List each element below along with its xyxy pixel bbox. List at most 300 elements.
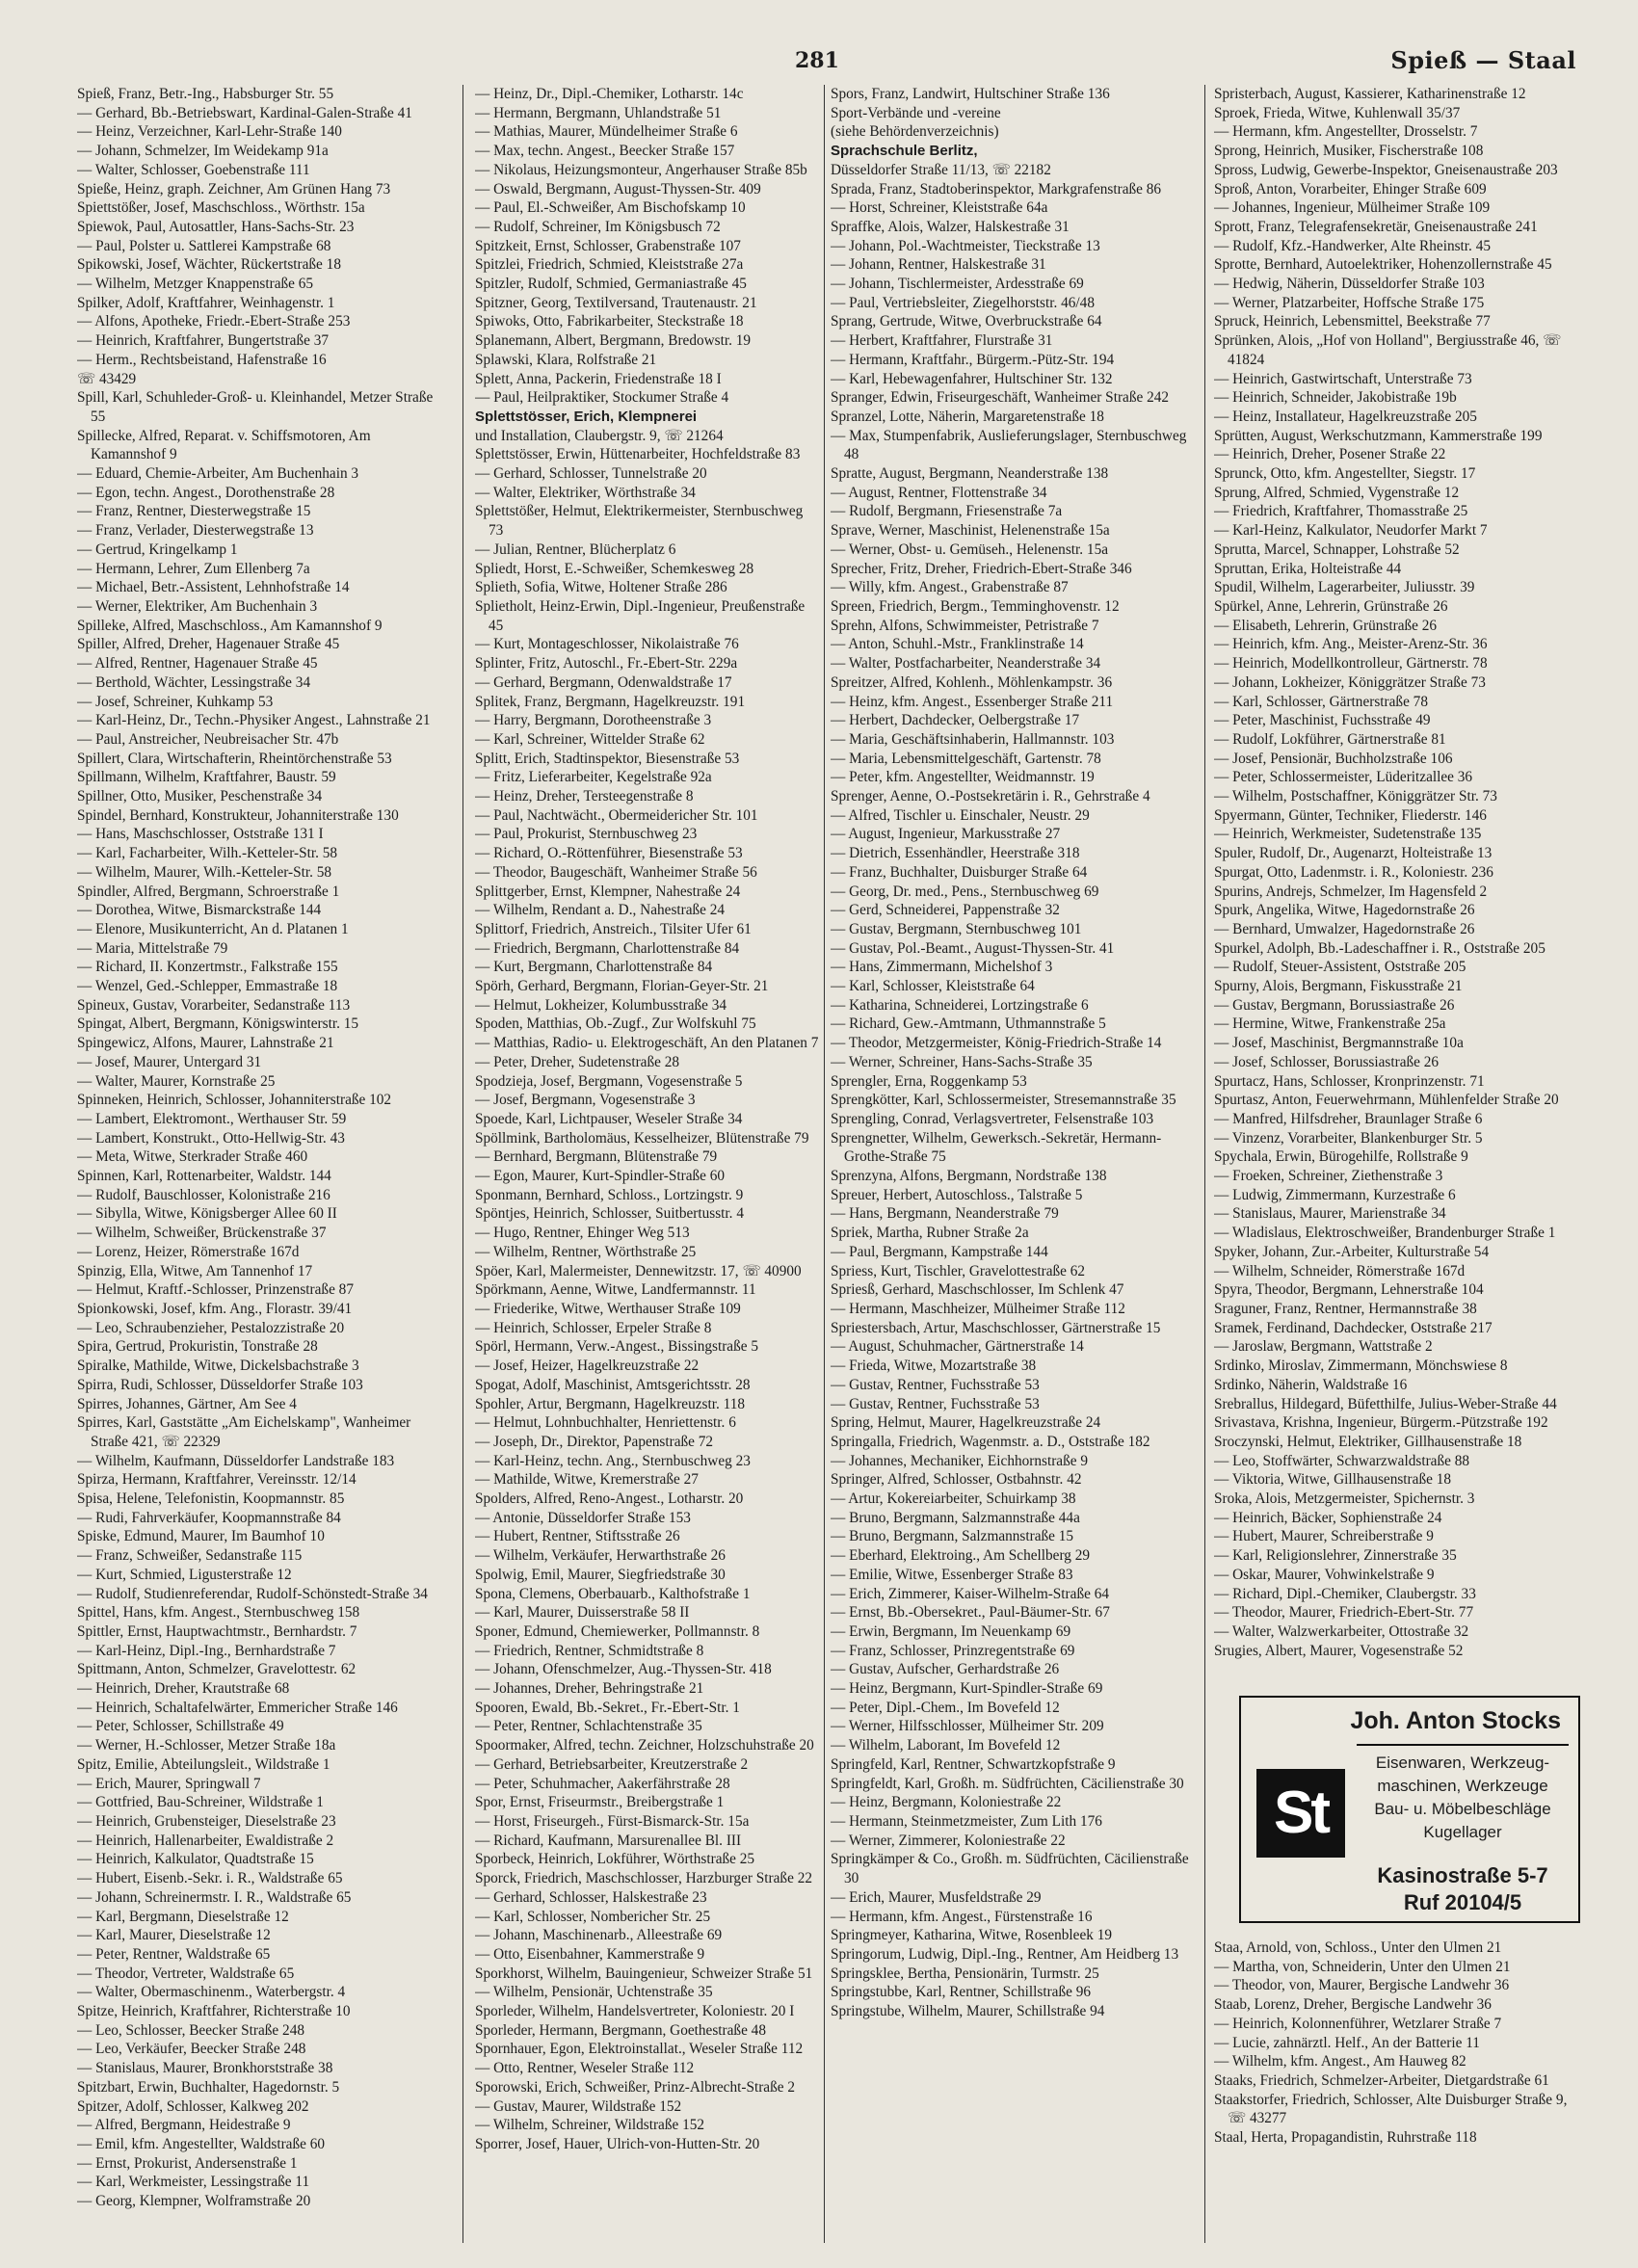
directory-entry: Spittler, Ernst, Hauptwachtmstr., Bernhardstr. 7 (77, 1622, 357, 1640)
directory-entry: Springstube, Wilhelm, Maurer, Schillstraße 94 (831, 2003, 1105, 2020)
directory-entry: — Rudolf, Bauschlosser, Kolonistraße 216 (77, 1186, 330, 1203)
directory-entry: Splieth, Sofia, Witwe, Holtener Straße 286 (475, 579, 727, 596)
directory-entry: Sport-Verbände und -vereine (831, 104, 1001, 121)
directory-entry: — Heinrich, Grubensteiger, Dieselstraße 23 (77, 1812, 336, 1830)
directory-entry: Sprang, Gertrude, Witwe, Overbruckstraße 64 (831, 313, 1102, 330)
directory-entry: Staakstorfer, Friedrich, Schlosser, Alte Duisburger Straße 9, ☏ 43277 (1214, 2091, 1568, 2127)
directory-entry: Spillecke, Alfred, Reparat. v. Schiffsmotoren, Am Kamannshof 9 (77, 427, 371, 463)
directory-entry: Spiller, Alfred, Dreher, Hagenauer Straße 45 (77, 636, 340, 653)
directory-entry: — Nikolaus, Heizungsmonteur, Angerhauser Straße 85b (475, 161, 807, 178)
directory-entry: Sponmann, Bernhard, Schloss., Lortzingstr. 9 (475, 1186, 744, 1203)
directory-entry: — Kurt, Schmied, Ligusterstraße 12 (77, 1566, 292, 1583)
directory-entry: Sporck, Friedrich, Maschschlosser, Harzburger Straße 22 (475, 1870, 812, 1887)
directory-entry: — Rudolf, Schreiner, Im Königsbusch 72 (475, 218, 721, 235)
directory-entry: — Karl, Schlosser, Nombericher Str. 25 (475, 1908, 711, 1925)
directory-entry: — Heinrich, Dreher, Krautstraße 68 (77, 1680, 290, 1698)
directory-entry: Spohler, Artur, Bergmann, Hagelkreuzstr. 118 (475, 1395, 746, 1412)
directory-entry: Spitzkeit, Ernst, Schlosser, Grabenstraße 107 (475, 237, 741, 254)
directory-entry: — Heinrich, Dreher, Posener Straße 22 (1214, 446, 1446, 463)
directory-entry: — Otto, Rentner, Weseler Straße 112 (475, 2060, 695, 2077)
directory-entry: Spurk, Angelika, Witwe, Hagedornstraße 26 (1214, 902, 1475, 919)
directory-entry: — Peter, Schlosser, Schillstraße 49 (77, 1718, 284, 1735)
directory-entry: — Franz, Verlader, Diesterwegstraße 13 (77, 522, 314, 540)
directory-entry: — Dorothea, Witwe, Bismarckstraße 144 (77, 902, 322, 919)
directory-entry: — Johann, Rentner, Halskestraße 31 (831, 256, 1046, 274)
directory-entry: — Gustav, Bergmann, Sternbuschweg 101 (831, 920, 1082, 937)
directory-entry: Sprotte, Bernhard, Autoelektriker, Hohenzollernstraße 45 (1214, 256, 1552, 274)
directory-entry: Staal, Herta, Propagandistin, Ruhrstraße 118 (1214, 2129, 1477, 2147)
directory-entry: Spranger, Edwin, Friseurgeschäft, Wanheimer Straße 242 (831, 389, 1170, 407)
directory-entry: Sporleder, Hermann, Bergmann, Goethestraße 48 (475, 2021, 766, 2039)
directory-entry: — Jaroslaw, Bergmann, Wattstraße 2 (1214, 1338, 1433, 1356)
directory-entry: — Gerhard, Bergmann, Odenwaldstraße 17 (475, 673, 732, 691)
directory-entry: — Otto, Eisenbahner, Kammerstraße 9 (475, 1945, 705, 1963)
directory-entry: — Karl-Heinz, Kalkulator, Neudorfer Markt 7 (1214, 522, 1488, 540)
directory-entry: Spitzer, Adolf, Schlosser, Kalkweg 202 (77, 2097, 309, 2115)
directory-entry: Splittorf, Friedrich, Anstreich., Tilsiter Ufer 61 (475, 920, 752, 937)
directory-entry: — Erich, Maurer, Musfeldstraße 29 (831, 1888, 1042, 1906)
directory-entry: — Friedrich, Rentner, Schmidtstraße 8 (475, 1642, 704, 1659)
directory-entry: — Heinz, Dr., Dipl.-Chemiker, Lotharstr. 14c (475, 86, 744, 102)
directory-entry: Spindler, Alfred, Bergmann, Schroerstraße 1 (77, 883, 340, 900)
directory-entry: — Johann, Schmelzer, Im Weidekamp 91a (77, 143, 329, 160)
directory-entry: — Fritz, Lieferarbeiter, Kegelstraße 92a (475, 769, 712, 786)
directory-entry: — Eberhard, Elektroing., Am Schellberg 29 (831, 1547, 1091, 1565)
directory-entry: Springmeyer, Katharina, Witwe, Rosenbleek 19 (831, 1927, 1113, 1944)
directory-entry: — Hermann, Lehrer, Zum Ellenberg 7a (77, 560, 310, 577)
directory-entry: Spirza, Hermann, Kraftfahrer, Vereinsstr. 12/14 (77, 1471, 357, 1489)
directory-entry: — Franz, Schlosser, Prinzregentstraße 69 (831, 1642, 1075, 1659)
directory-entry: — Wilhelm, Postschaffner, Königgrätzer Str. 73 (1214, 788, 1497, 805)
directory-entry: Splettstößer, Helmut, Elektrikermeister, Sternbuschweg 73 (475, 503, 804, 540)
directory-entry: Srdinko, Miroslav, Zimmermann, Mönchswiese 8 (1214, 1358, 1508, 1375)
directory-entry: — Elenore, Musikunterricht, An d. Platanen 1 (77, 920, 349, 937)
directory-entry: — Lambert, Elektromont., Werthauser Str. 59 (77, 1110, 347, 1127)
directory-column-3 (831, 85, 1197, 2243)
directory-entry: — Hermann, Maschheizer, Mülheimer Straße 112 (831, 1301, 1125, 1317)
directory-entry: — Leo, Schlosser, Beecker Straße 248 (77, 2021, 304, 2039)
directory-entry: Spill, Karl, Schuhleder-Groß- u. Kleinhandel, Metzer Straße 55 (77, 389, 434, 425)
directory-entry: Sprütten, August, Werkschutzmann, Kammerstraße 199 (1214, 427, 1543, 444)
directory-entry: — Karl, Facharbeiter, Wilh.-Ketteler-Str. 58 (77, 845, 338, 862)
directory-entry: — Wladislaus, Elektroschweißer, Brandenburger Straße 1 (1214, 1225, 1556, 1242)
directory-entry: — Maria, Lebensmittelgeschäft, Gartenstr. 78 (831, 750, 1101, 767)
directory-entry: — Walter, Maurer, Kornstraße 25 (77, 1072, 276, 1090)
directory-entry: — Stanislaus, Maurer, Marienstraße 34 (1214, 1205, 1446, 1223)
directory-entry: — Heinrich, Schlosser, Erpeler Straße 8 (475, 1319, 712, 1336)
directory-entry: Sroka, Alois, Metzgermeister, Spichernstr. 3 (1214, 1490, 1475, 1508)
directory-entry: Spolders, Alfred, Reno-Angest., Lotharstr. 20 (475, 1490, 744, 1508)
directory-entry: Sporbeck, Heinrich, Lokführer, Wörthstraße 25 (475, 1851, 755, 1868)
directory-entry: — Viktoria, Witwe, Gillhausenstraße 18 (1214, 1471, 1452, 1489)
ad-company-name: Joh. Anton Stocks (1350, 1707, 1561, 1734)
directory-entry: — Franz, Rentner, Diesterwegstraße 15 (77, 503, 311, 520)
directory-entry: — Wilhelm, Schneider, Römerstraße 167d (1214, 1262, 1466, 1279)
directory-entry: Sproß, Anton, Vorarbeiter, Ehinger Straße 609 (1214, 180, 1487, 198)
directory-entry: — Peter, Rentner, Schlachtenstraße 35 (475, 1718, 702, 1735)
directory-entry: Spurkel, Adolph, Bb.-Ladeschaffner i. R., Oststraße 205 (1214, 939, 1546, 957)
directory-entry: Srdinko, Näherin, Waldstraße 16 (1214, 1376, 1408, 1393)
ad-line: Kugellager (1423, 1823, 1502, 1841)
directory-entry: — Rudi, Fahrverkäufer, Koopmannstraße 84 (77, 1509, 341, 1526)
directory-entry: — Horst, Schreiner, Kleiststraße 64a (831, 199, 1048, 217)
directory-entry: — Hubert, Rentner, Stiftsstraße 26 (475, 1528, 680, 1545)
directory-entry: Sprong, Heinrich, Musiker, Fischerstraße 108 (1214, 143, 1484, 160)
directory-entry: — Karl, Schreiner, Wittelder Straße 62 (475, 730, 705, 748)
directory-entry: — Johann, Schreinermstr. I. R., Waldstraße 65 (77, 1888, 352, 1906)
directory-entry: Staaks, Friedrich, Schmelzer-Arbeiter, Dietgardstraße 61 (1214, 2071, 1549, 2089)
directory-entry: — Gerhard, Schlosser, Halskestraße 23 (475, 1888, 707, 1906)
directory-entry: — Karl, Maurer, Dieselstraße 12 (77, 1927, 271, 1944)
ad-logo: St (1256, 1769, 1345, 1858)
directory-entry: — Rudolf, Lokführer, Gärtnerstraße 81 (1214, 730, 1446, 748)
directory-entry: — Peter, Maschinist, Fuchsstraße 49 (1214, 712, 1431, 729)
directory-entry: Sprengkötter, Karl, Schlossermeister, Stresemannstraße 35 (831, 1092, 1176, 1109)
directory-entry: — Franz, Buchhalter, Duisburger Straße 64 (831, 863, 1088, 881)
directory-entry: — Hermann, Kraftfahr., Bürgerm.-Pütz-Str. 194 (831, 351, 1115, 368)
directory-entry: — Joseph, Dr., Direktor, Papenstraße 72 (475, 1433, 714, 1450)
directory-entry: — Ludwig, Zimmermann, Kurzestraße 6 (1214, 1186, 1456, 1203)
directory-entry: Spira, Gertrud, Prokuristin, Tonstraße 28 (77, 1338, 318, 1356)
directory-entry: Spychala, Erwin, Bürogehilfe, Rollstraße 9 (1214, 1148, 1468, 1166)
directory-entry: — Johannes, Dreher, Behringstraße 21 (475, 1680, 704, 1698)
column-divider (824, 85, 825, 2243)
directory-entry: — Paul, Bergmann, Kampstraße 144 (831, 1243, 1048, 1260)
directory-entry: — Frieda, Witwe, Mozartstraße 38 (831, 1358, 1037, 1375)
directory-entry: — Peter, kfm. Angestellter, Weidmannstr. 19 (831, 769, 1095, 786)
directory-entry: — Georg, Dr. med., Pens., Sternbuschweg 69 (831, 883, 1099, 900)
directory-entry: — Hermann, Steinmetzmeister, Zum Lith 176 (831, 1812, 1102, 1830)
directory-entry: — Leo, Schraubenzieher, Pestalozzistraße 20 (77, 1319, 345, 1336)
directory-entry: — Hermann, kfm. Angestellter, Drosselstr. 7 (1214, 123, 1478, 141)
directory-entry: — Gustav, Pol.-Beamt., August-Thyssen-Str. 41 (831, 939, 1115, 957)
directory-entry: — Richard, Gew.-Amtmann, Uthmannstraße 5 (831, 1015, 1106, 1033)
directory-entry: — Herbert, Dachdecker, Oelbergstraße 17 (831, 712, 1080, 729)
directory-entry: — Paul, Prokurist, Sternbuschweg 23 (475, 826, 698, 843)
directory-entry: — Johannes, Ingenieur, Mülheimer Straße 109 (1214, 199, 1491, 217)
directory-entry: — Hubert, Eisenb.-Sekr. i. R., Waldstraße 65 (77, 1870, 343, 1887)
directory-entry: Spuler, Rudolf, Dr., Augenarzt, Holteistraße 13 (1214, 845, 1493, 862)
ad-line: maschinen, Werkzeuge (1377, 1777, 1548, 1795)
directory-entry: — Wilhelm, Rentner, Wörthstraße 25 (475, 1243, 697, 1260)
directory-entry: — Rudolf, Steuer-Assistent, Oststraße 205 (1214, 959, 1466, 976)
directory-entry: — Heinz, kfm. Angest., Essenberger Straße 211 (831, 693, 1114, 710)
directory-entry: — Heinrich, kfm. Ang., Meister-Arenz-Str. 36 (1214, 636, 1488, 653)
directory-entry: Spyra, Theodor, Bergmann, Lehnerstraße 104 (1214, 1281, 1484, 1299)
directory-entry: — Wenzel, Ged.-Schlepper, Emmastraße 18 (77, 978, 338, 995)
directory-entry: Spross, Ludwig, Gewerbe-Inspektor, Gneisenaustraße 203 (1214, 161, 1558, 178)
directory-entry: Spoede, Karl, Lichtpauser, Weseler Straße 34 (475, 1110, 743, 1127)
directory-entry: — Johannes, Mechaniker, Eichhornstraße 9 (831, 1452, 1089, 1469)
directory-entry: — Wilhelm, Maurer, Wilh.-Ketteler-Str. 58 (77, 863, 332, 881)
directory-entry: — Paul, Polster u. Sattlerei Kampstraße 68 (77, 237, 331, 254)
directory-entry: — Hans, Maschschlosser, Oststraße 131 I (77, 826, 324, 843)
directory-entry: Spitzner, Georg, Textilversand, Trautenaustr. 21 (475, 294, 757, 311)
directory-entry: — August, Ingenieur, Markusstraße 27 (831, 826, 1061, 843)
directory-entry: Sprunck, Otto, kfm. Angestellter, Siegstr. 17 (1214, 465, 1476, 483)
directory-entry: Sprengnetter, Wilhelm, Gewerksch.-Sekretär, Hermann-Grothe-Straße 75 (831, 1129, 1162, 1166)
directory-entry: — Gottfried, Bau-Schreiner, Wildstraße 1 (77, 1794, 324, 1811)
directory-entry: Spornhauer, Egon, Elektroinstallat., Weseler Straße 112 (475, 2041, 804, 2058)
directory-entry: (siehe Behördenverzeichnis) (831, 123, 999, 141)
directory-entry: Splittgerber, Ernst, Klempner, Nahestraße 24 (475, 883, 741, 900)
ad-street: Kasinostraße 5-7 (1377, 1863, 1548, 1887)
directory-entry: Spruck, Heinrich, Lebensmittel, Beekstraße 77 (1214, 313, 1491, 330)
directory-entry: — Werner, Elektriker, Am Buchenhain 3 (77, 597, 318, 615)
directory-entry: — Oskar, Maurer, Vohwinkelstraße 9 (1214, 1566, 1435, 1583)
directory-entry: — Lambert, Konstrukt., Otto-Hellwig-Str. 43 (77, 1129, 345, 1147)
directory-column-4 (1214, 85, 1580, 1684)
directory-entry: — Heinz, Bergmann, Kurt-Spindler-Straße 69 (831, 1680, 1103, 1698)
directory-entry: — Paul, Nachtwächt., Obermeidericher Str. 101 (475, 806, 758, 824)
directory-entry: — Elisabeth, Lehrerin, Grünstraße 26 (1214, 617, 1438, 634)
directory-entry: — Martha, von, Schneiderin, Unter den Ulmen 21 (1214, 1958, 1511, 1975)
directory-entry: — Heinrich, Modellkontrolleur, Gärtnerstr. 78 (1214, 655, 1488, 672)
directory-entry: — Hans, Zimmermann, Michelshof 3 (831, 959, 1053, 976)
directory-entry: Spingat, Albert, Bergmann, Königswinterstr. 15 (77, 1015, 359, 1033)
directory-entry: — Emilie, Witwe, Essenberger Straße 83 (831, 1566, 1073, 1583)
directory-entry: Sprave, Werner, Maschinist, Helenenstraße 15a (831, 522, 1110, 540)
directory-entry: Spodzieja, Josef, Bergmann, Vogesenstraße 5 (475, 1072, 743, 1090)
directory-entry: — Wilhelm, Schweißer, Brückenstraße 37 (77, 1225, 327, 1242)
directory-entry: — Johann, Ofenschmelzer, Aug.-Thyssen-Str. 418 (475, 1661, 772, 1678)
directory-entry: Spona, Clemens, Oberbauarb., Kalthofstraße 1 (475, 1585, 751, 1602)
directory-entry: Sponer, Edmund, Chemiewerker, Pollmannstr. 8 (475, 1622, 760, 1640)
directory-entry: — Bruno, Bergmann, Salzmannstraße 44a (831, 1509, 1080, 1526)
directory-entry: Sramek, Ferdinand, Dachdecker, Oststraße 217 (1214, 1319, 1493, 1336)
directory-entry: — Froeken, Schreiner, Ziethenstraße 3 (1214, 1168, 1443, 1185)
directory-entry: — Theodor, Baugeschäft, Wanheimer Straße 56 (475, 863, 757, 881)
directory-entry: Springfeld, Karl, Rentner, Schwartzkopfstraße 9 (831, 1755, 1116, 1773)
directory-entry: Spinneken, Heinrich, Schlosser, Johanniterstraße 102 (77, 1092, 392, 1109)
directory-entry: — Gustav, Maurer, Wildstraße 152 (475, 2097, 682, 2115)
directory-entry: — Richard, O.-Röttenführer, Biesenstraße 53 (475, 845, 743, 862)
directory-entry: — Emil, kfm. Angestellter, Waldstraße 60 (77, 2135, 326, 2152)
directory-entry: Sprung, Alfred, Schmied, Vygenstraße 12 (1214, 484, 1460, 501)
directory-entry: Spyker, Johann, Zur.-Arbeiter, Kulturstraße 54 (1214, 1243, 1490, 1260)
directory-entry: — Walter, Postfacharbeiter, Neanderstraße 34 (831, 655, 1101, 672)
directory-entry: — Dietrich, Essenhändler, Heerstraße 318 (831, 845, 1080, 862)
directory-entry: — Wilhelm, Pensionär, Uchtenstraße 35 (475, 1984, 713, 2001)
directory-entry: — Rudolf, Bergmann, Friesenstraße 7a (831, 503, 1063, 520)
directory-entry: — Manfred, Hilfsdreher, Braunlager Straße 6 (1214, 1110, 1483, 1127)
directory-entry: Spineux, Gustav, Vorarbeiter, Sedanstraße 113 (77, 996, 351, 1014)
directory-entry: Spirra, Rudi, Schlosser, Düsseldorfer Straße 103 (77, 1376, 363, 1393)
directory-entry: — Stanislaus, Maurer, Bronkhorststraße 38 (77, 2060, 333, 2077)
directory-entry: Spöntjes, Heinrich, Schlosser, Suitbertusstr. 4 (475, 1205, 744, 1223)
directory-entry: — Hugo, Rentner, Ehinger Weg 513 (475, 1225, 690, 1242)
directory-entry: Spriestersbach, Artur, Maschschlosser, Gärtnerstraße 15 (831, 1319, 1161, 1336)
directory-entry: — Ernst, Prokurist, Andersenstraße 1 (77, 2154, 298, 2172)
directory-entry: — Friedrich, Bergmann, Charlottenstraße 84 (475, 939, 740, 957)
directory-entry: — Karl, Hebewagenfahrer, Hultschiner Str. 132 (831, 370, 1113, 387)
directory-entry: — Theodor, Maurer, Friedrich-Ebert-Str. 77 (1214, 1604, 1474, 1622)
directory-entry: — Harry, Bergmann, Dorotheenstraße 3 (475, 712, 712, 729)
directory-entry: Spöllmink, Bartholomäus, Kesselheizer, Blütenstraße 79 (475, 1129, 809, 1147)
directory-entry: — Karl-Heinz, Dipl.-Ing., Bernhardstraße 7 (77, 1642, 336, 1659)
directory-entry: Splitek, Franz, Bergmann, Hagelkreuzstr. 191 (475, 693, 746, 710)
directory-entry: — Mathias, Maurer, Mündelheimer Straße 6 (475, 123, 738, 141)
directory-entry: Spöer, Karl, Malermeister, Dennewitzstr. 17, ☏ 40900 (475, 1262, 802, 1279)
directory-entry: Spillmann, Wilhelm, Kraftfahrer, Baustr. 59 (77, 769, 336, 786)
directory-entry: — Maria, Mittelstraße 79 (77, 939, 228, 957)
directory-entry: — Willy, kfm. Angest., Grabenstraße 87 (831, 579, 1069, 596)
directory-entry: — Gerhard, Betriebsarbeiter, Kreutzerstraße 2 (475, 1755, 749, 1773)
directory-entry: — Walter, Schlosser, Goebenstraße 111 (77, 161, 310, 178)
directory-entry: — Paul, El.-Schweißer, Am Bischofskamp 10 (475, 199, 746, 217)
directory-entry: Springsklee, Bertha, Pensionärin, Turmstr. 25 (831, 1965, 1099, 1982)
directory-entry: Sporkhorst, Wilhelm, Bauingenieur, Schweizer Straße 51 (475, 1965, 813, 1982)
directory-entry: — Peter, Rentner, Waldstraße 65 (77, 1945, 271, 1963)
directory-entry: Spriess, Kurt, Tischler, Gravelottestraße 62 (831, 1262, 1086, 1279)
directory-entry: Spors, Franz, Landwirt, Hultschiner Straße 136 (831, 86, 1110, 102)
directory-entry: — Alfred, Rentner, Hagenauer Straße 45 (77, 655, 318, 672)
directory-entry: Spoormaker, Alfred, techn. Zeichner, Holzschuhstraße 20 (475, 1737, 814, 1754)
directory-entry: Spor, Ernst, Friseurmstr., Breibergstraße 1 (475, 1794, 725, 1811)
directory-entry: Sporleder, Wilhelm, Handelsvertreter, Koloniestr. 20 I (475, 2003, 795, 2020)
directory-entry: — Gustav, Bergmann, Borussiastraße 26 (1214, 996, 1455, 1014)
directory-entry: Spranzel, Lotte, Näherin, Margaretenstraße 18 (831, 408, 1104, 425)
directory-entry: — Karl, Schlosser, Kleiststraße 64 (831, 978, 1035, 995)
directory-entry: Spiske, Edmund, Maurer, Im Baumhof 10 (77, 1528, 325, 1545)
directory-entry: — Wilhelm, Laborant, Im Bovefeld 12 (831, 1737, 1061, 1754)
ad-line: Bau- u. Möbelbeschläge (1374, 1800, 1551, 1818)
directory-entry: Spillert, Clara, Wirtschafterin, Rheintörchenstraße 53 (77, 750, 392, 767)
directory-entry: Sprutta, Marcel, Schnapper, Lohstraße 52 (1214, 541, 1460, 558)
directory-entry: Spikowski, Josef, Wächter, Rückertstraße 18 (77, 256, 341, 274)
directory-entry: — Richard, II. Konzertmstr., Falkstraße 155 (77, 959, 338, 976)
directory-entry: Spinzig, Ella, Witwe, Am Tannenhof 17 (77, 1262, 313, 1279)
directory-entry: Spittmann, Anton, Schmelzer, Gravelottestr. 62 (77, 1661, 357, 1678)
directory-entry: Spraffke, Alois, Walzer, Halskestraße 31 (831, 218, 1070, 235)
directory-entry: Spyermann, Günter, Techniker, Fliederstr. 146 (1214, 806, 1487, 824)
directory-entry: Spittel, Hans, kfm. Angest., Sternbuschweg 158 (77, 1604, 360, 1622)
advertisement-box (1239, 1696, 1580, 1923)
directory-entry: — Franz, Schweißer, Sedanstraße 115 (77, 1547, 303, 1565)
directory-entry: — Werner, Obst- u. Gemüseh., Helenenstr. 15a (831, 541, 1109, 558)
directory-entry: Spirres, Johannes, Gärtner, Am See 4 (77, 1395, 297, 1412)
directory-entry: — Alfred, Bergmann, Heidestraße 9 (77, 2117, 291, 2134)
directory-entry: Splinter, Fritz, Autoschl., Fr.-Ebert-Str. 229a (475, 655, 738, 672)
directory-entry: Spurins, Andrejs, Schmelzer, Im Hagensfeld 2 (1214, 883, 1488, 900)
directory-entry: — Karl, Bergmann, Dieselstraße 12 (77, 1908, 289, 1925)
directory-entry: — Josef, Maurer, Untergard 31 (77, 1053, 262, 1070)
directory-entry: Sprehn, Alfons, Schwimmeister, Petristraße 7 (831, 617, 1099, 634)
directory-entry: — Wilhelm, Kaufmann, Düsseldorfer Landstraße 183 (77, 1452, 395, 1469)
directory-entry: — Heinz, Dreher, Tersteegenstraße 8 (475, 788, 694, 805)
directory-entry: — Walter, Elektriker, Wörthstraße 34 (475, 484, 696, 501)
directory-entry: — Hermine, Witwe, Frankenstraße 25a (1214, 1015, 1446, 1033)
directory-entry: — Karl-Heinz, techn. Ang., Sternbuschweg 23 (475, 1452, 751, 1469)
directory-entry: — Werner, H.-Schlosser, Metzer Straße 18a (77, 1737, 336, 1754)
directory-entry: — Josef, Schlosser, Borussiastraße 26 (1214, 1053, 1440, 1070)
directory-entry: — Alfred, Tischler u. Einschaler, Neustr. 29 (831, 806, 1090, 824)
directory-entry: — Gerhard, Bb.-Betriebswart, Kardinal-Galen-Straße 41 (77, 104, 412, 121)
directory-entry: — Maria, Geschäftsinhaberin, Hallmannstr. 103 (831, 730, 1115, 748)
directory-entry: — Bernhard, Bergmann, Blütenstraße 79 (475, 1148, 718, 1166)
directory-entry: Splawski, Klara, Rolfstraße 21 (475, 351, 657, 368)
directory-entry: — Heinrich, Bäcker, Sophienstraße 24 (1214, 1509, 1442, 1526)
directory-entry: — Heinrich, Kraftfahrer, Bungertstraße 37 (77, 332, 330, 350)
directory-entry: Spilker, Adolf, Kraftfahrer, Weinhagenstr. 1 (77, 294, 335, 311)
directory-entry: — Lucie, zahnärztl. Helf., An der Batterie 11 (1214, 2034, 1480, 2051)
directory-entry: Sprada, Franz, Stadtoberinspektor, Markgrafenstraße 86 (831, 180, 1162, 198)
directory-entry: — Hedwig, Näherin, Düsseldorfer Straße 103 (1214, 276, 1485, 293)
directory-entry: — August, Rentner, Flottenstraße 34 (831, 484, 1047, 501)
directory-entry: Spillner, Otto, Musiker, Peschenstraße 34 (77, 788, 323, 805)
directory-entry: Spratte, August, Bergmann, Neanderstraße 138 (831, 465, 1109, 483)
directory-entry: Spristerbach, August, Kassierer, Katharinenstraße 12 (1214, 86, 1526, 102)
directory-entry: — Johann, Tischlermeister, Ardesstraße 69 (831, 276, 1084, 293)
directory-entry: Spitzbart, Erwin, Buchhalter, Hagedornstr. 5 (77, 2078, 340, 2096)
directory-entry: — Herm., Rechtsbeistand, Hafenstraße 16 (77, 351, 327, 368)
directory-entry: — Gustav, Rentner, Fuchsstraße 53 (831, 1395, 1040, 1412)
directory-entry: Spisa, Helene, Telefonistin, Koopmannstr. 85 (77, 1490, 345, 1508)
directory-entry: — Gertrud, Kringelkamp 1 (77, 541, 238, 558)
directory-entry: — Josef, Pensionär, Buchholzstraße 106 (1214, 750, 1453, 767)
directory-entry: — Paul, Heilpraktiker, Stockumer Straße 4 (475, 389, 729, 407)
directory-entry: — Peter, Schlossermeister, Lüderitzallee 36 (1214, 769, 1473, 786)
directory-entry: Sprott, Franz, Telegrafensekretär, Gneisenaustraße 241 (1214, 218, 1538, 235)
directory-entry: — Max, techn. Angest., Beecker Straße 157 (475, 143, 735, 160)
directory-entry: — Helmut, Kraftf.-Schlosser, Prinzenstraße 87 (77, 1281, 354, 1299)
directory-entry: Sproek, Frieda, Witwe, Kuhlenwall 35/37 (1214, 104, 1461, 121)
directory-entry: — Mathilde, Witwe, Kremerstraße 27 (475, 1471, 699, 1489)
directory-entry: — Heinrich, Kalkulator, Quadtstraße 15 (77, 1851, 314, 1868)
directory-entry: Sprachschule Berlitz, (831, 143, 978, 160)
directory-entry: Sprecher, Fritz, Dreher, Friedrich-Ebert-Straße 346 (831, 560, 1132, 577)
directory-entry: — Leo, Stoffwärter, Schwarzwaldstraße 88 (1214, 1452, 1470, 1469)
directory-entry: Srivastava, Krishna, Ingenieur, Bürgerm.-Pützstraße 192 (1214, 1414, 1548, 1432)
directory-entry: — Anton, Schuhl.-Mstr., Franklinstraße 14 (831, 636, 1084, 653)
directory-entry: — Gustav, Rentner, Fuchsstraße 53 (831, 1376, 1040, 1393)
directory-entry: — Josef, Schreiner, Kuhkamp 53 (77, 693, 274, 710)
directory-entry: — Richard, Kaufmann, Marsurenallee Bl. III (475, 1832, 742, 1849)
directory-entry: — Wilhelm, Metzger Knappenstraße 65 (77, 276, 314, 293)
directory-entry: Spieße, Heinz, graph. Zeichner, Am Grünen Hang 73 (77, 180, 391, 198)
directory-entry: — Werner, Platzarbeiter, Hoffsche Straße 175 (1214, 294, 1485, 311)
directory-entry: Spitze, Heinrich, Kraftfahrer, Richterstraße 10 (77, 2003, 351, 2020)
directory-entry: Spingewicz, Alfons, Maurer, Lahnstraße 21 (77, 1035, 334, 1052)
directory-entry: Spurgat, Otto, Ladenmstr. i. R., Koloniestr. 236 (1214, 863, 1493, 881)
directory-entry: Splitt, Erich, Stadtinspektor, Biesenstraße 53 (475, 750, 740, 767)
directory-entry: Spring, Helmut, Maurer, Hagelkreuzstraße 24 (831, 1414, 1101, 1432)
running-head: Spieß — Staal (1390, 46, 1576, 74)
directory-entry: Spooren, Ewald, Bb.-Sekret., Fr.-Ebert-Str. 1 (475, 1699, 740, 1716)
ad-line: Eisenwaren, Werkzeug- (1375, 1754, 1550, 1772)
directory-entry: — Matthias, Radio- u. Elektrogeschäft, An den Platanen 7 (475, 1035, 819, 1052)
directory-entry: Spogat, Adolf, Maschinist, Amtsgerichtsstr. 28 (475, 1376, 751, 1393)
directory-entry: Spilleke, Alfred, Maschschloss., Am Kamannshof 9 (77, 617, 383, 634)
directory-entry: — Herbert, Kraftfahrer, Flurstraße 31 (831, 332, 1053, 350)
directory-entry: — Gerd, Schneiderei, Pappenstraße 32 (831, 902, 1060, 919)
directory-entry: Sprünken, Alois, „Hof von Holland", Bergiusstraße 46, ☏ 41824 (1214, 332, 1562, 368)
directory-entry: — Peter, Dipl.-Chem., Im Bovefeld 12 (831, 1699, 1060, 1716)
directory-entry: — Wilhelm, Schreiner, Wildstraße 152 (475, 2117, 705, 2134)
directory-entry: — Bruno, Bergmann, Salzmannstraße 15 (831, 1528, 1074, 1545)
directory-entry: — Julian, Rentner, Blücherplatz 6 (475, 541, 676, 558)
directory-entry: — Kurt, Montageschlosser, Nikolaistraße 76 (475, 636, 739, 653)
directory-entry: — Heinrich, Kolonnenführer, Wetzlarer Straße 7 (1214, 2015, 1502, 2032)
directory-entry: — Josef, Maschinist, Bergmannstraße 10a (1214, 1035, 1464, 1052)
directory-entry: Springfeldt, Karl, Großh. m. Südfrüchten, Cäcilienstraße 30 (831, 1775, 1184, 1792)
directory-entry: — Heinrich, Schneider, Jakobistraße 19b (1214, 389, 1457, 407)
directory-entry: — Heinrich, Hallenarbeiter, Ewaldistraße 2 (77, 1832, 334, 1849)
directory-entry: und Installation, Claubergstr. 9, ☏ 21264 (475, 427, 724, 444)
directory-entry: — Gerhard, Schlosser, Tunnelstraße 20 (475, 465, 707, 483)
directory-entry: — Katharina, Schneiderei, Lortzingstraße 6 (831, 996, 1089, 1014)
directory-entry: Spitzler, Rudolf, Schmied, Germaniastraße 45 (475, 276, 747, 293)
